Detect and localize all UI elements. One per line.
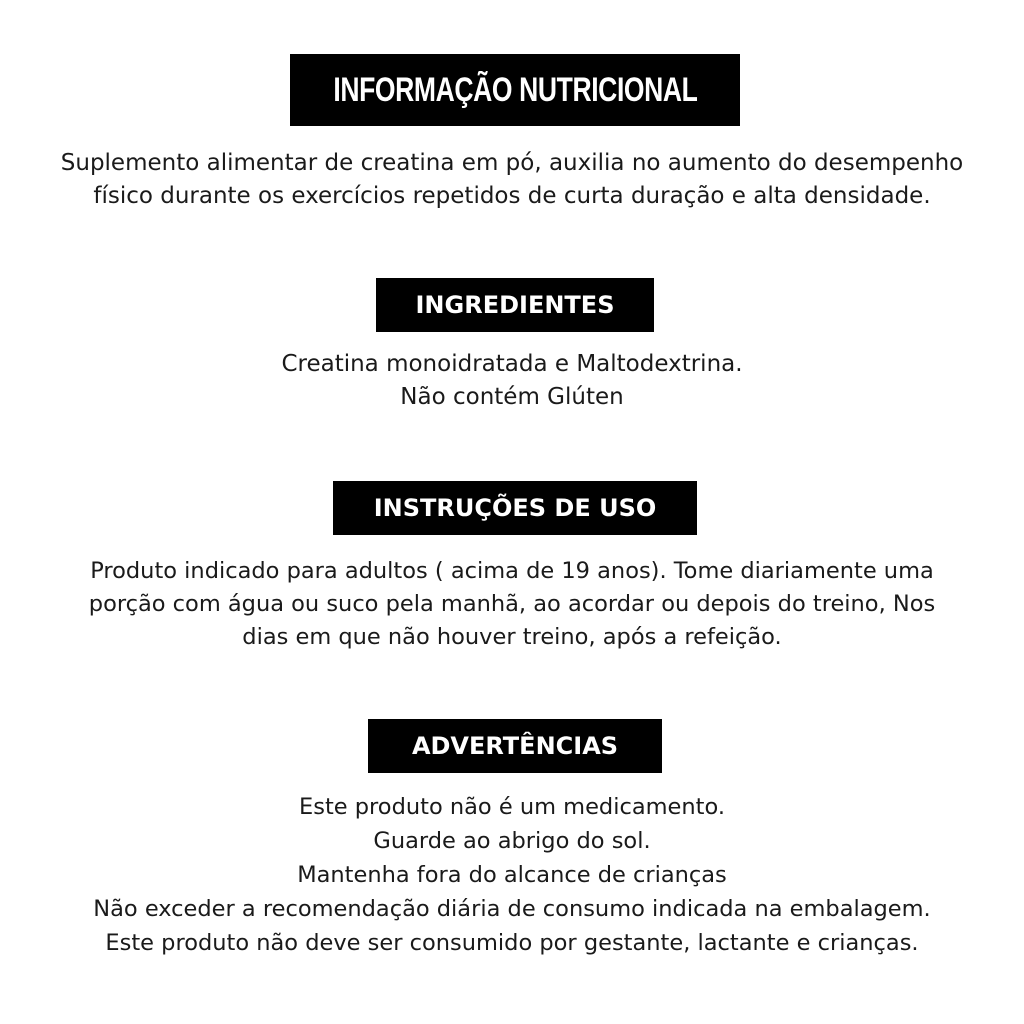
instructions-heading bbox=[333, 481, 697, 535]
warnings-line: Guarde ao abrigo do sol. bbox=[373, 828, 651, 854]
title-banner bbox=[290, 54, 740, 126]
instructions-text bbox=[0, 555, 1024, 654]
ingredients-heading-text: INGREDIENTES bbox=[415, 291, 615, 319]
product-description bbox=[0, 147, 1024, 213]
warnings-heading-text: ADVERTÊNCIAS bbox=[411, 732, 619, 760]
description-line: físico durante os exercícios repetidos de curta duração e alta densidade. bbox=[93, 183, 931, 209]
warnings-line: Este produto não é um medicamento. bbox=[299, 794, 725, 820]
instructions-line: Produto indicado para adultos ( acima de 19 anos). Tome diariamente uma bbox=[90, 558, 934, 584]
description-line: Suplemento alimentar de creatina em pó, auxilia no aumento do desempenho bbox=[60, 150, 964, 176]
instructions-line: dias em que não houver treino, após a refeição. bbox=[242, 624, 782, 650]
instructions-line: porção com água ou suco pela manhã, ao acordar ou depois do treino, Nos bbox=[88, 591, 936, 617]
warnings-line: Este produto não deve ser consumido por gestante, lactante e crianças. bbox=[105, 930, 919, 956]
warnings-heading bbox=[368, 719, 662, 773]
instructions-heading-text: INSTRUÇÕES DE USO bbox=[373, 494, 657, 522]
ingredients-line: Creatina monoidratada e Maltodextrina. bbox=[281, 351, 743, 377]
warnings-line: Mantenha fora do alcance de crianças bbox=[297, 862, 727, 888]
ingredients-heading bbox=[376, 278, 654, 332]
page-title: INFORMAÇÃO NUTRICIONAL bbox=[332, 70, 698, 109]
warnings-text bbox=[0, 790, 1024, 960]
ingredients-text bbox=[0, 348, 1024, 414]
ingredients-line: Não contém Glúten bbox=[400, 384, 624, 410]
warnings-line: Não exceder a recomendação diária de consumo indicada na embalagem. bbox=[93, 896, 931, 922]
